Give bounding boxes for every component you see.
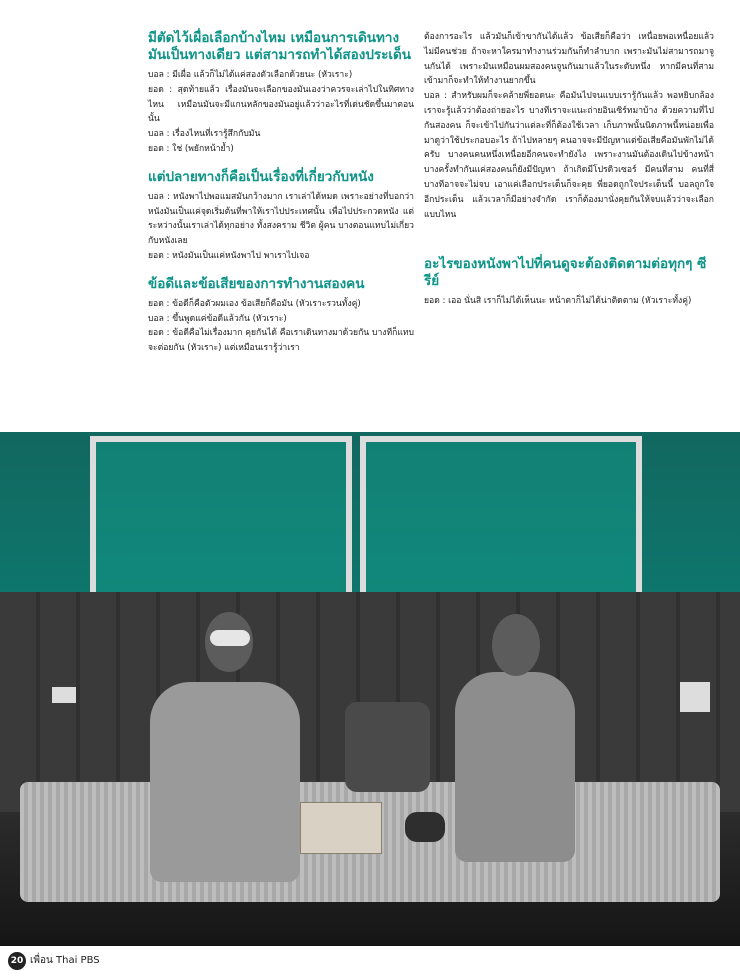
power-outlet-left [52,687,76,703]
page-number: 20 [8,952,26,970]
dialogue-line: บอล : สำหรับผมก็จะคล้ายพี่ยอดนะ คือมันไปจนแบบเรารู้กันแล้ว พอหยิบกล้องเราจะรู้แล้วว่าต้องถ่ายอะไร บางทีเราจะแนะถ่ายอินเซิร์ทมาบ้าง ด้วยความที่ไปกันสองคน ก็จะเข้าไปกันว่าแต่ละที่ก็ต้องใช้เวลา เก็บภาพนั้นนิดภาพนี้หน่อยเพื่อมาดูว่าใช้ประกอบอะไร ถ้าไปหลายๆ คนอาจจะมีปัญหาแต่ข้อเสียคือมันพักไม่ได้ครับ บางคนคนหนึ่งเหนื่อยอีกคนจะทำยังไง เพราะงานมันต้องเดินไปข้างหน้า บางครั้งทำกันแค่สองคนก็ยังมีปัญหา ถ้าเกิดมีโปรดิวเซอร์ มีคนที่สาม คนที่สี่บางทีอาจจะไม่จบ เอาแค่เลือกประเด็นก็จะคุย พี่ยอดถูกใจประเด็นนี้ บอลถูกใจอีกประเด็น แล้วเวลาก็มีอย่างจำกัด เราก็ต้องมานั่งคุยกันให้จบแล้วว่าจะเลือกแบบไหน [424,91,714,220]
dialogue-line: บอล : เรื่องไหนที่เรารู้สึกกับมัน [148,129,261,140]
window-left [90,436,352,618]
sleep-mask [210,630,250,646]
person-right [455,672,575,862]
dialogue-line: ยอด : ข้อดีคือไม่เรื่องมาก คุยกันได้ คือเราเดินทางมาด้วยกัน บางทีก็แทบจะต่อยกัน (หัวเราะ) แต่เหมือนเรารู้ว่าเรา [148,328,414,354]
column-spacer [424,222,714,256]
section-heading: แต่ปลายทางก็คือเป็นเรื่องที่เกี่ยวกับหนัง [148,168,374,185]
camera [405,812,445,842]
dialogue-line: บอล : มีเผื่อ แล้วก็ไม่ได้แค่สองตัวเลือกด้วยนะ (หัวเราะ) [148,70,353,80]
dialogue-line: บอล : หนังพาไปพอแมสมันกว้างมาก เราเล่าได้หมด เพราะอย่างที่บอกว่าหนังมันเป็นแค่จุดเริ่มต้นที่พาให้เราไปประเทศนั้น เพื่อไปประกวดหนัง แต่ระหว่างนั้นเราเล่าได้ทุกอย่าง ทั้งสงคราม ชีวิต ผู้คน บางตอนแทบไม่เกี่ยวกับหนังเลย [148,191,414,247]
dialogue-line: ยอด : ข้อดีก็คือตัวผมเอง ข้อเสียก็คือมัน (หัวเราะรวนทั้งคู่) [148,298,361,309]
dialogue-line: บอล : ขึ้นพูดแค่ข้อดีแล้วกัน (หัวเราะ) [148,313,287,324]
person-left-with-blanket [150,682,300,882]
dialogue-line: ต้องการอะไร แล้วมันก็เข้าขากันได้แล้ว ข้อเสียก็คือว่า เหนื่อยพอเหนื่อยแล้วไม่มีคนช่วย ถ้าจะหาใครมาทำงานร่วมกันก็ทำลำบาก เพราะมันไม่สามารถมาจูนกันได้ เพราะมันเหมือนผมสองคนจูนกันมาแล้วในระดับหนึ่ง หากมีคนที่สามเข้ามาก็จะทำให้ทำงานยากขึ้น [424,32,714,87]
dialogue-line: ยอด : สุดท้ายแล้ว เรื่องมันจะเลือกของมันเองว่าควรจะเล่าไปในทิศทางไหน เหมือนมันจะมีแกนหลักของมันอยู่แล้วว่าอะไรที่เด่นชัดขึ้นมาตอนนั้น [148,84,414,125]
left-column [148,30,414,368]
dialogue-line: ยอด : หนังมันเป็นแค่หนังพาไป พาเราไปเจอ [148,250,310,261]
section-heading: มีตัดไว้เผื่อเลือกบ้างไหม เหมือนการเดินทางมันเป็นทางเดียว แต่สามารถทำได้สองประเด็น [148,30,412,63]
section-heading: ข้อดีและข้อเสียของการทำงานสองคน [148,275,365,292]
backpack [345,702,430,792]
person-right-head [492,614,540,676]
dialogue-line: ยอด : ใช่ (พยักหน้าย้ำ) [148,143,234,154]
section-follow-series [424,256,714,309]
section-pros-cons [148,276,414,356]
section-heading: อะไรของหนังพาไปที่คนดูจะต้องติดตามต่อทุกๆ ซีรีย์ [424,256,707,290]
magazine-name: เพื่อน Thai PBS [30,955,100,966]
power-outlet-right [680,682,710,712]
window-right [360,436,642,618]
dialogue-line: ยอด : เออ นั่นสิ เราก็ไม่ได้เห็นนะ หน้าตาก็ไม่ได้น่าติดตาม (หัวเราะทั้งคู่) [424,296,692,307]
section-pick-options [148,30,414,157]
film-boxes [300,802,382,854]
page-footer [0,946,740,977]
section-about-film [148,169,414,264]
interview-photo [0,432,740,946]
right-column [424,30,714,321]
